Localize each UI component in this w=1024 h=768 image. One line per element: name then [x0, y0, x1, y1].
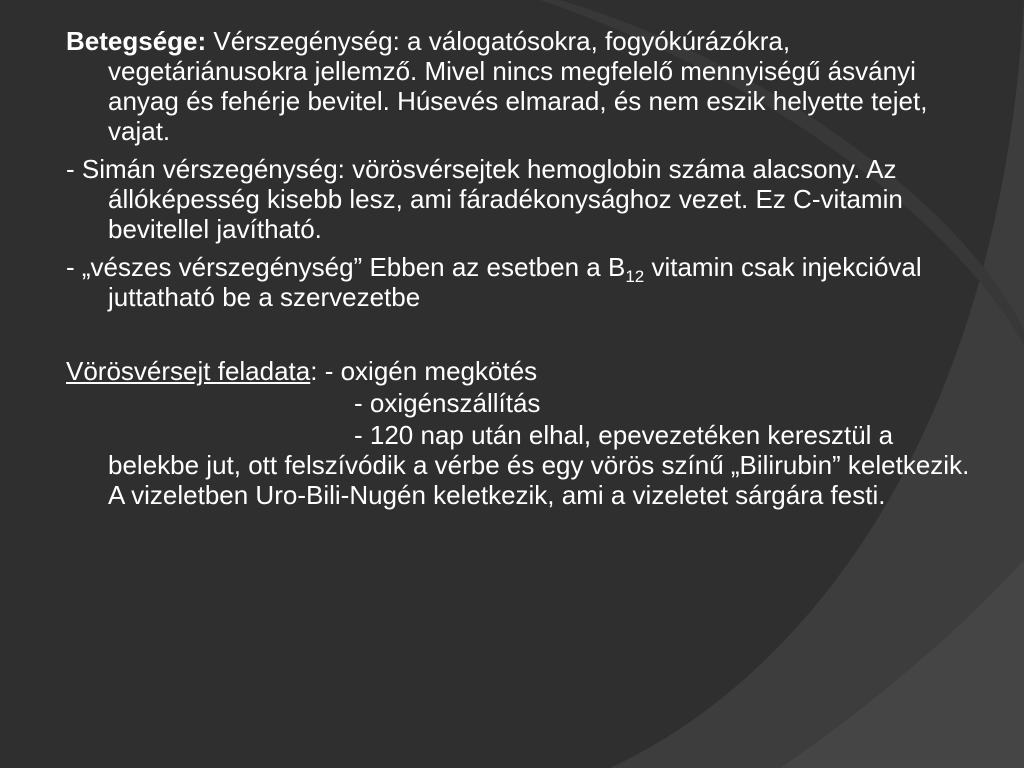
- b12-subscript: 12: [625, 267, 645, 286]
- paragraph-rbc-function-2: [66, 388, 976, 418]
- pernicious-text-after: vitamin csak injekcióval juttatható be a szervezetbe: [108, 252, 922, 312]
- pernicious-text-before: - „vészes vérszegénység” Ebben az esetben a B: [66, 252, 626, 282]
- simple-anemia-text: - Simán vérszegénység: vörösvérsejtek hemoglobin száma alacsony. Az állóképesség kisebb lesz, ami fáradékonysághoz vezet. Ez C-vitamin bevitellel javítható.: [66, 154, 903, 244]
- rbc-function-colon: :: [310, 356, 318, 386]
- rbc-function-item-3: - 120 nap után elhal, epevezetéken keresztül a belekbe jut, ott felszívódik a vérbe és egy vörös színű „Bilirubin” keletkezik. A vizeletben Uro-Bili-Nugén keletkezik, ami a vizeletet sárgára festi.: [108, 420, 970, 510]
- disease-label: Betegsége:: [66, 26, 207, 56]
- paragraph-rbc-function-3: [66, 420, 976, 510]
- paragraph-pernicious-anemia: [66, 252, 976, 312]
- paragraph-rbc-function-1: [66, 356, 976, 386]
- rbc-function-label: Vörösvérsejt feladata: [66, 356, 311, 386]
- paragraph-disease: [66, 26, 976, 146]
- rbc-function-item-1: - oxigén megkötés: [317, 356, 538, 386]
- slide-body: [66, 26, 976, 518]
- disease-text: Vérszegénység: a válogatósokra, fogyókúrázókra, vegetáriánusokra jellemző. Mivel nincs megfelelő mennyiségű ásványi anyag és fehérje bevitel. Húsevés elmarad, és nem eszik helyette tejet, vajat.: [108, 26, 928, 146]
- rbc-function-item-2: - oxigénszállítás: [354, 388, 541, 418]
- paragraph-simple-anemia: [66, 154, 976, 244]
